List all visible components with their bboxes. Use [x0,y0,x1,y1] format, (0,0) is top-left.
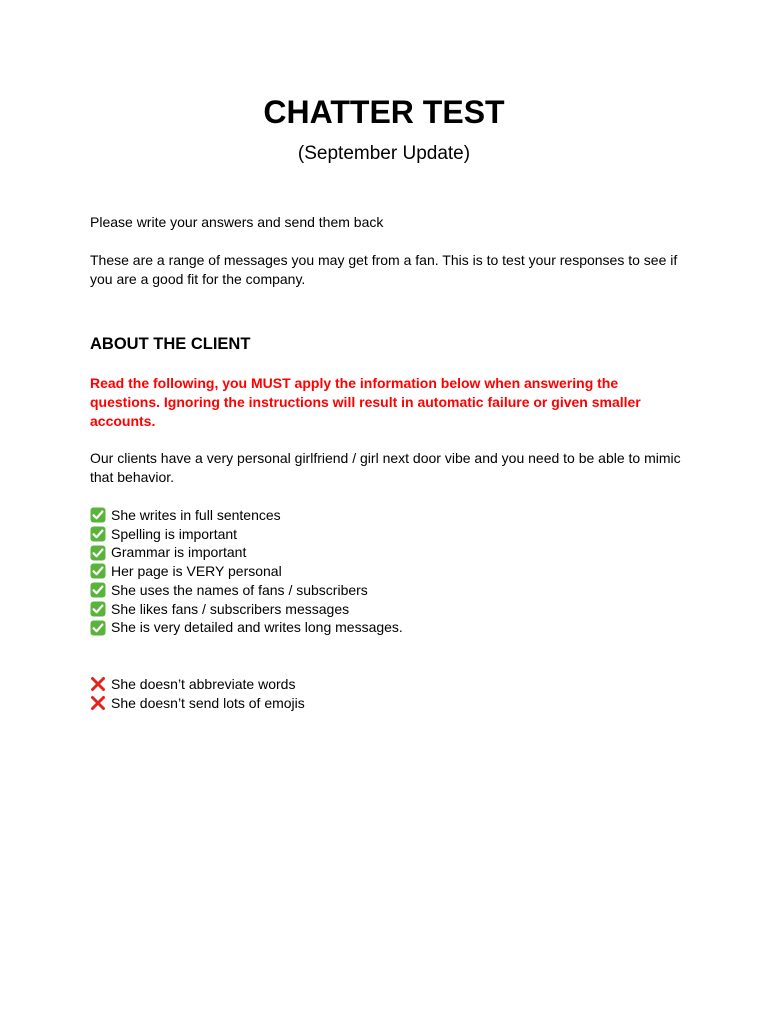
instructions-paragraph [90,213,690,232]
check-mark-button-icon [90,507,106,523]
do-list-item [90,562,690,581]
do-item-text: She writes in full sentences [111,507,281,523]
dont-list-item [90,694,690,713]
dont-item-text: She doesn’t abbreviate words [111,676,296,692]
do-item-text: Her page is VERY personal [111,563,282,580]
document-title: CHATTER TEST [263,94,505,130]
warning-line: accounts. [90,413,156,429]
do-list-item [90,618,690,637]
do-item-text: She is very detailed and writes long messages. [111,619,403,636]
warning-paragraph [90,374,670,431]
do-item-text: She likes fans / subscribers messages [111,600,350,617]
do-list-item [90,581,690,600]
do-list-item [90,525,690,544]
dont-list-item [90,675,690,694]
warning-line: Read the following, you MUST apply the information below when answering the [90,375,619,391]
vibe-line: Our clients have a very personal girlfriend / girl next door vibe and you need to be able to mimic [90,450,681,466]
dont-item-text: She doesn’t send lots of emojis [111,694,305,711]
do-list-item [90,543,690,562]
check-mark-button-icon [90,563,106,579]
intro-paragraph [90,251,690,289]
instructions-text: Please write your answers and send them back [90,214,384,230]
section-heading-about-client: ABOUT THE CLIENT [90,335,251,353]
check-mark-button-icon [90,601,106,617]
check-mark-button-icon [90,545,106,561]
do-list-item [90,600,690,619]
warning-line: questions. Ignoring the instructions will result in automatic failure or given smaller [90,394,641,410]
check-mark-button-icon [90,526,106,542]
do-list [90,506,690,637]
check-mark-button-icon [90,620,106,636]
do-item-text: Grammar is important [111,544,247,561]
document-subtitle: (September Update) [297,143,471,164]
intro-line: These are a range of messages you may get from a fan. This is to test your responses to see if [90,252,678,268]
do-item-text: Spelling is important [111,525,238,542]
intro-line: you are a good fit for the company. [90,271,306,287]
cross-mark-icon [90,676,106,692]
do-item-text: She uses the names of fans / subscribers [111,581,368,598]
dont-list [90,675,690,712]
vibe-paragraph [90,449,690,487]
do-list-item [90,506,690,525]
cross-mark-icon [90,695,106,711]
check-mark-button-icon [90,582,106,598]
vibe-line: that behavior. [90,469,175,485]
